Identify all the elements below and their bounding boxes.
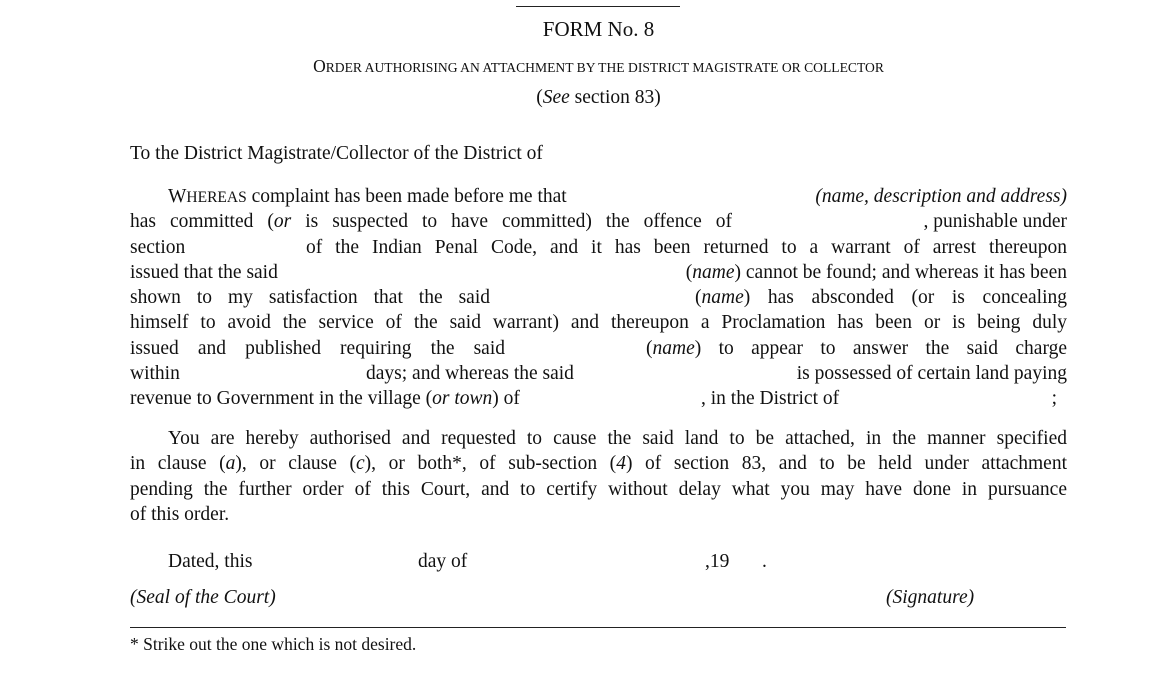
para1-line-7: issued and published requiring the said (name) to appear to answer the said charge	[130, 337, 1067, 359]
day-of-label: day of	[418, 551, 468, 572]
dated-label: Dated, this	[168, 551, 253, 572]
para1-line-5: shown to my satisfaction that the said (name) has absconded (or is concealing	[130, 287, 1067, 309]
order-title: ORDER AUTHORISING AN ATTACHMENT BY THE DISTRICT MAGISTRATE OR COLLECTOR	[313, 56, 884, 76]
para1-line-9: revenue to Government in the village (or town) of , in the District of ;	[130, 388, 1057, 410]
para2-line-2: in clause (a), or clause (c), or both*, of sub-section (4) of section 83, and to be held under attachment	[130, 453, 1068, 475]
footnote-rule	[130, 627, 1066, 628]
form-title: FORM No. 8	[542, 17, 655, 41]
addressee-line: To the District Magistrate/Collector of the District of	[130, 143, 543, 164]
para1-line-6: himself to avoid the service of the said warrant) and thereupon a Proclamation has been or is being duly	[130, 312, 1067, 334]
footnote: * Strike out the one which is not desired.	[130, 634, 417, 654]
dated-period: .	[762, 551, 767, 572]
top-rule	[516, 6, 680, 7]
whereas-paragraph	[130, 185, 1067, 413]
signature-label: (Signature)	[886, 587, 975, 608]
para1-line-8: within days; and whereas the said is possessed of certain land paying	[130, 363, 1067, 385]
see-section-reference: (See section 83)	[536, 87, 661, 108]
para1-line-2: has committed (or is suspected to have committed) the offence of , punishable under	[130, 211, 1067, 233]
para1-line-3: section of the Indian Penal Code, and it has been returned to a warrant of arrest thereupon	[130, 236, 1067, 258]
para1-line-4: issued that the said (name) cannot be found; and whereas it has been	[130, 261, 1067, 283]
para2-line-1: You are hereby authorised and requested to cause the said land to be attached, in the manner specified	[168, 428, 1067, 449]
authorisation-paragraph	[130, 427, 1067, 528]
year-label: ,19	[705, 551, 730, 572]
seal-of-court: (Seal of the Court)	[130, 587, 276, 608]
para1-line-1: WHEREAS complaint has been made before me that (name, description and address)	[168, 186, 1067, 207]
para2-line-3: pending the further order of this Court, and to certify without delay what you may have done in pursuance	[130, 478, 1067, 500]
para2-line-4: of this order.	[130, 503, 230, 525]
